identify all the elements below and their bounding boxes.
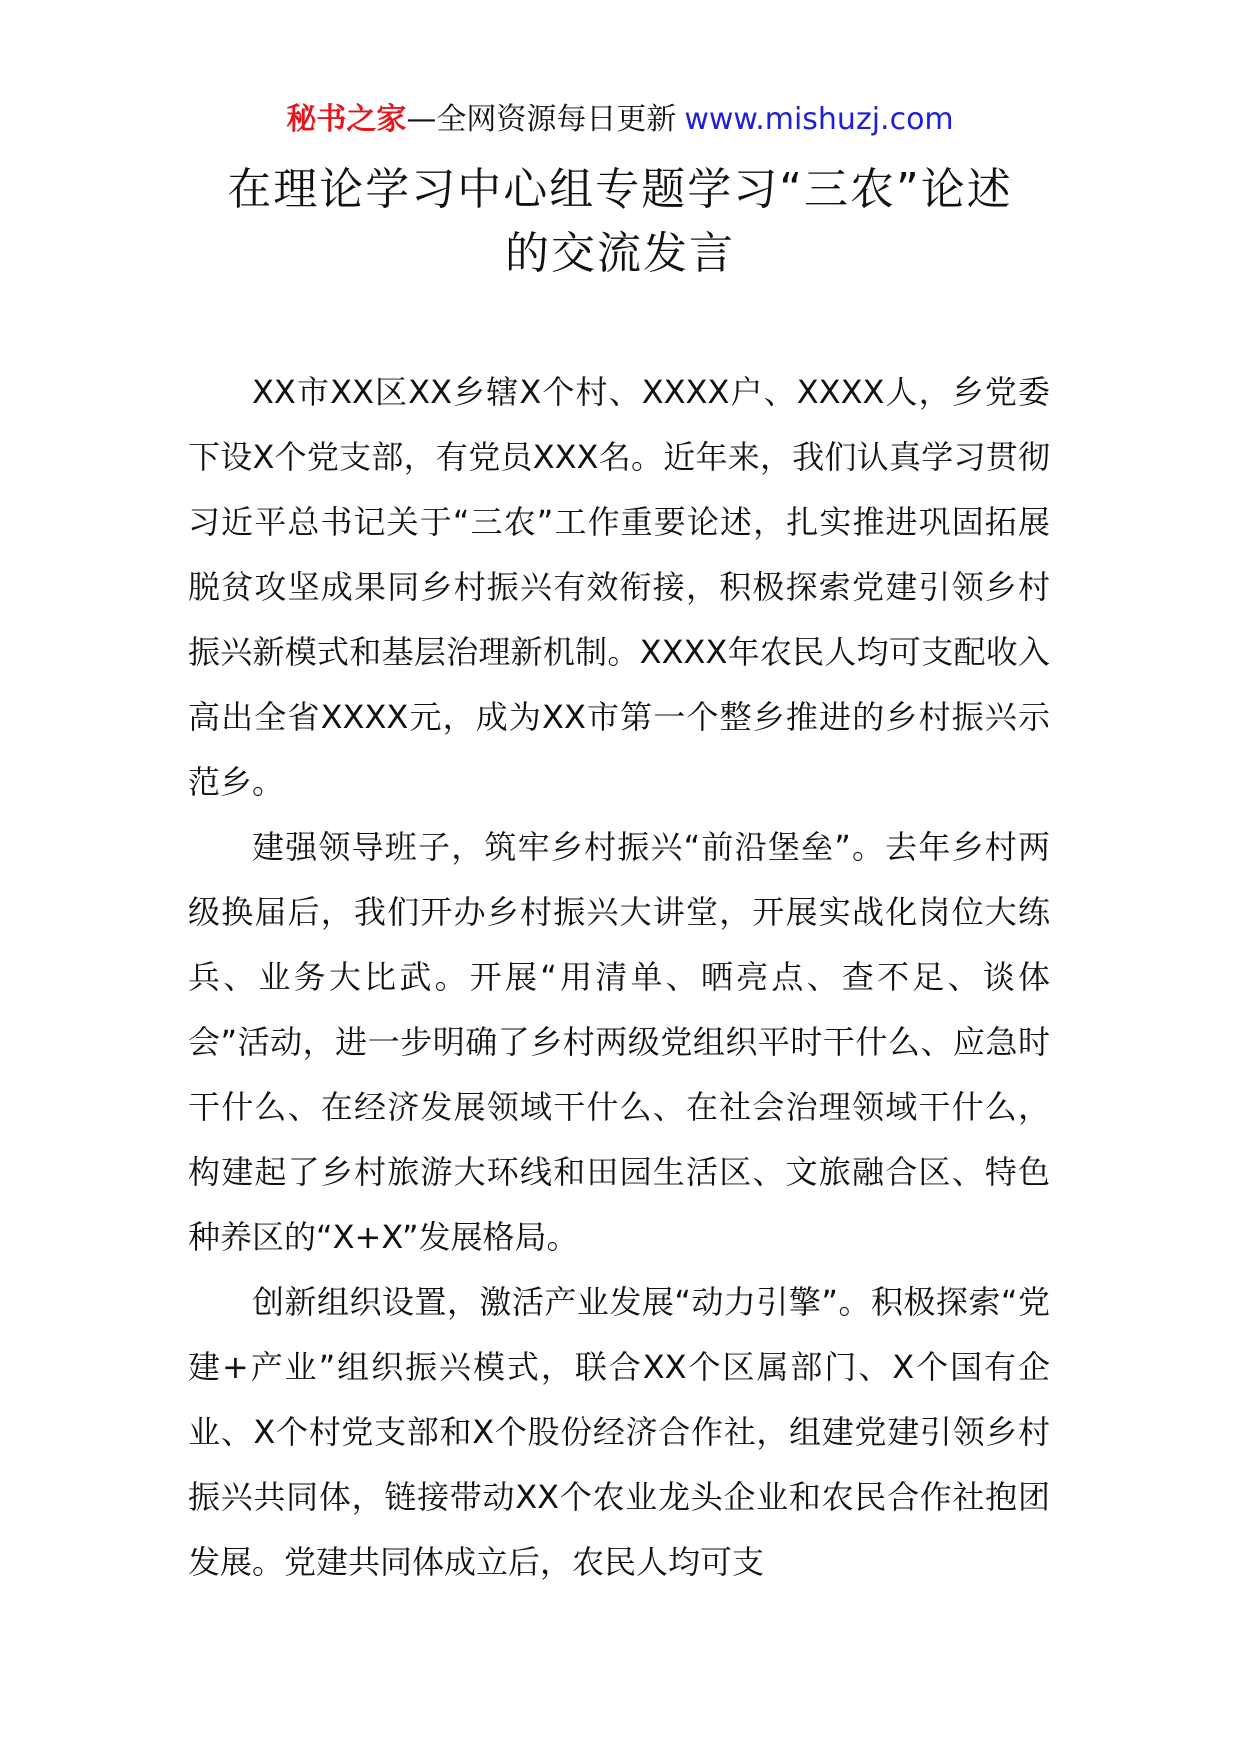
document-title [150, 158, 1090, 286]
brand-name: 秘书之家 [286, 102, 407, 137]
document-body [188, 360, 1050, 1595]
header-tagline: —全网资源每日更新 [406, 102, 677, 137]
title-line-1: 在理论学习中心组专题学习“三农”论述 [227, 164, 1013, 215]
paragraph-organization: 创新组织设置，激活产业发展“动力引擎”。积极探索“党建+产业”组织振兴模式，联合XX个区属部门、X个国有企业、X个村党支部和X个股份经济合作社，组建党建引领乡村振兴共同体，链接带动XX个农业龙头企业和农民合作社抱团发展。党建共同体成立后，农民人均可支 [188, 1283, 1050, 1581]
paragraph-leadership: 建强领导班子，筑牢乡村振兴“前沿堡垒”。去年乡村两级换届后，我们开办乡村振兴大讲堂，开展实战化岗位大练兵、业务大比武。开展“用清单、晒亮点、查不足、谈体会”活动，进一步明确了乡村两级党组织平时干什么、应急时干什么、在经济发展领域干什么、在社会治理领域干什么，构建起了乡村旅游大环线和田园生活区、文旅融合区、特色种养区的“X+X”发展格局。 [188, 828, 1050, 1256]
site-url-link[interactable]: www.mishuzj.com [684, 102, 954, 137]
title-line-2: 的交流发言 [505, 228, 735, 279]
paragraph-intro: XX市XX区XX乡辖X个村、XXXX户、XXXX人，乡党委下设X个党支部，有党员XXX名。近年来，我们认真学习贯彻习近平总书记关于“三农”工作重要论述，扎实推进巩固拓展脱贫攻坚成果同乡村振兴有效衔接，积极探索党建引领乡村振兴新模式和基层治理新机制。XXXX年农民人均可支配收入高出全省XXXX元，成为XX市第一个整乡推进的乡村振兴示范乡。 [188, 373, 1050, 801]
header-banner [0, 98, 1240, 142]
